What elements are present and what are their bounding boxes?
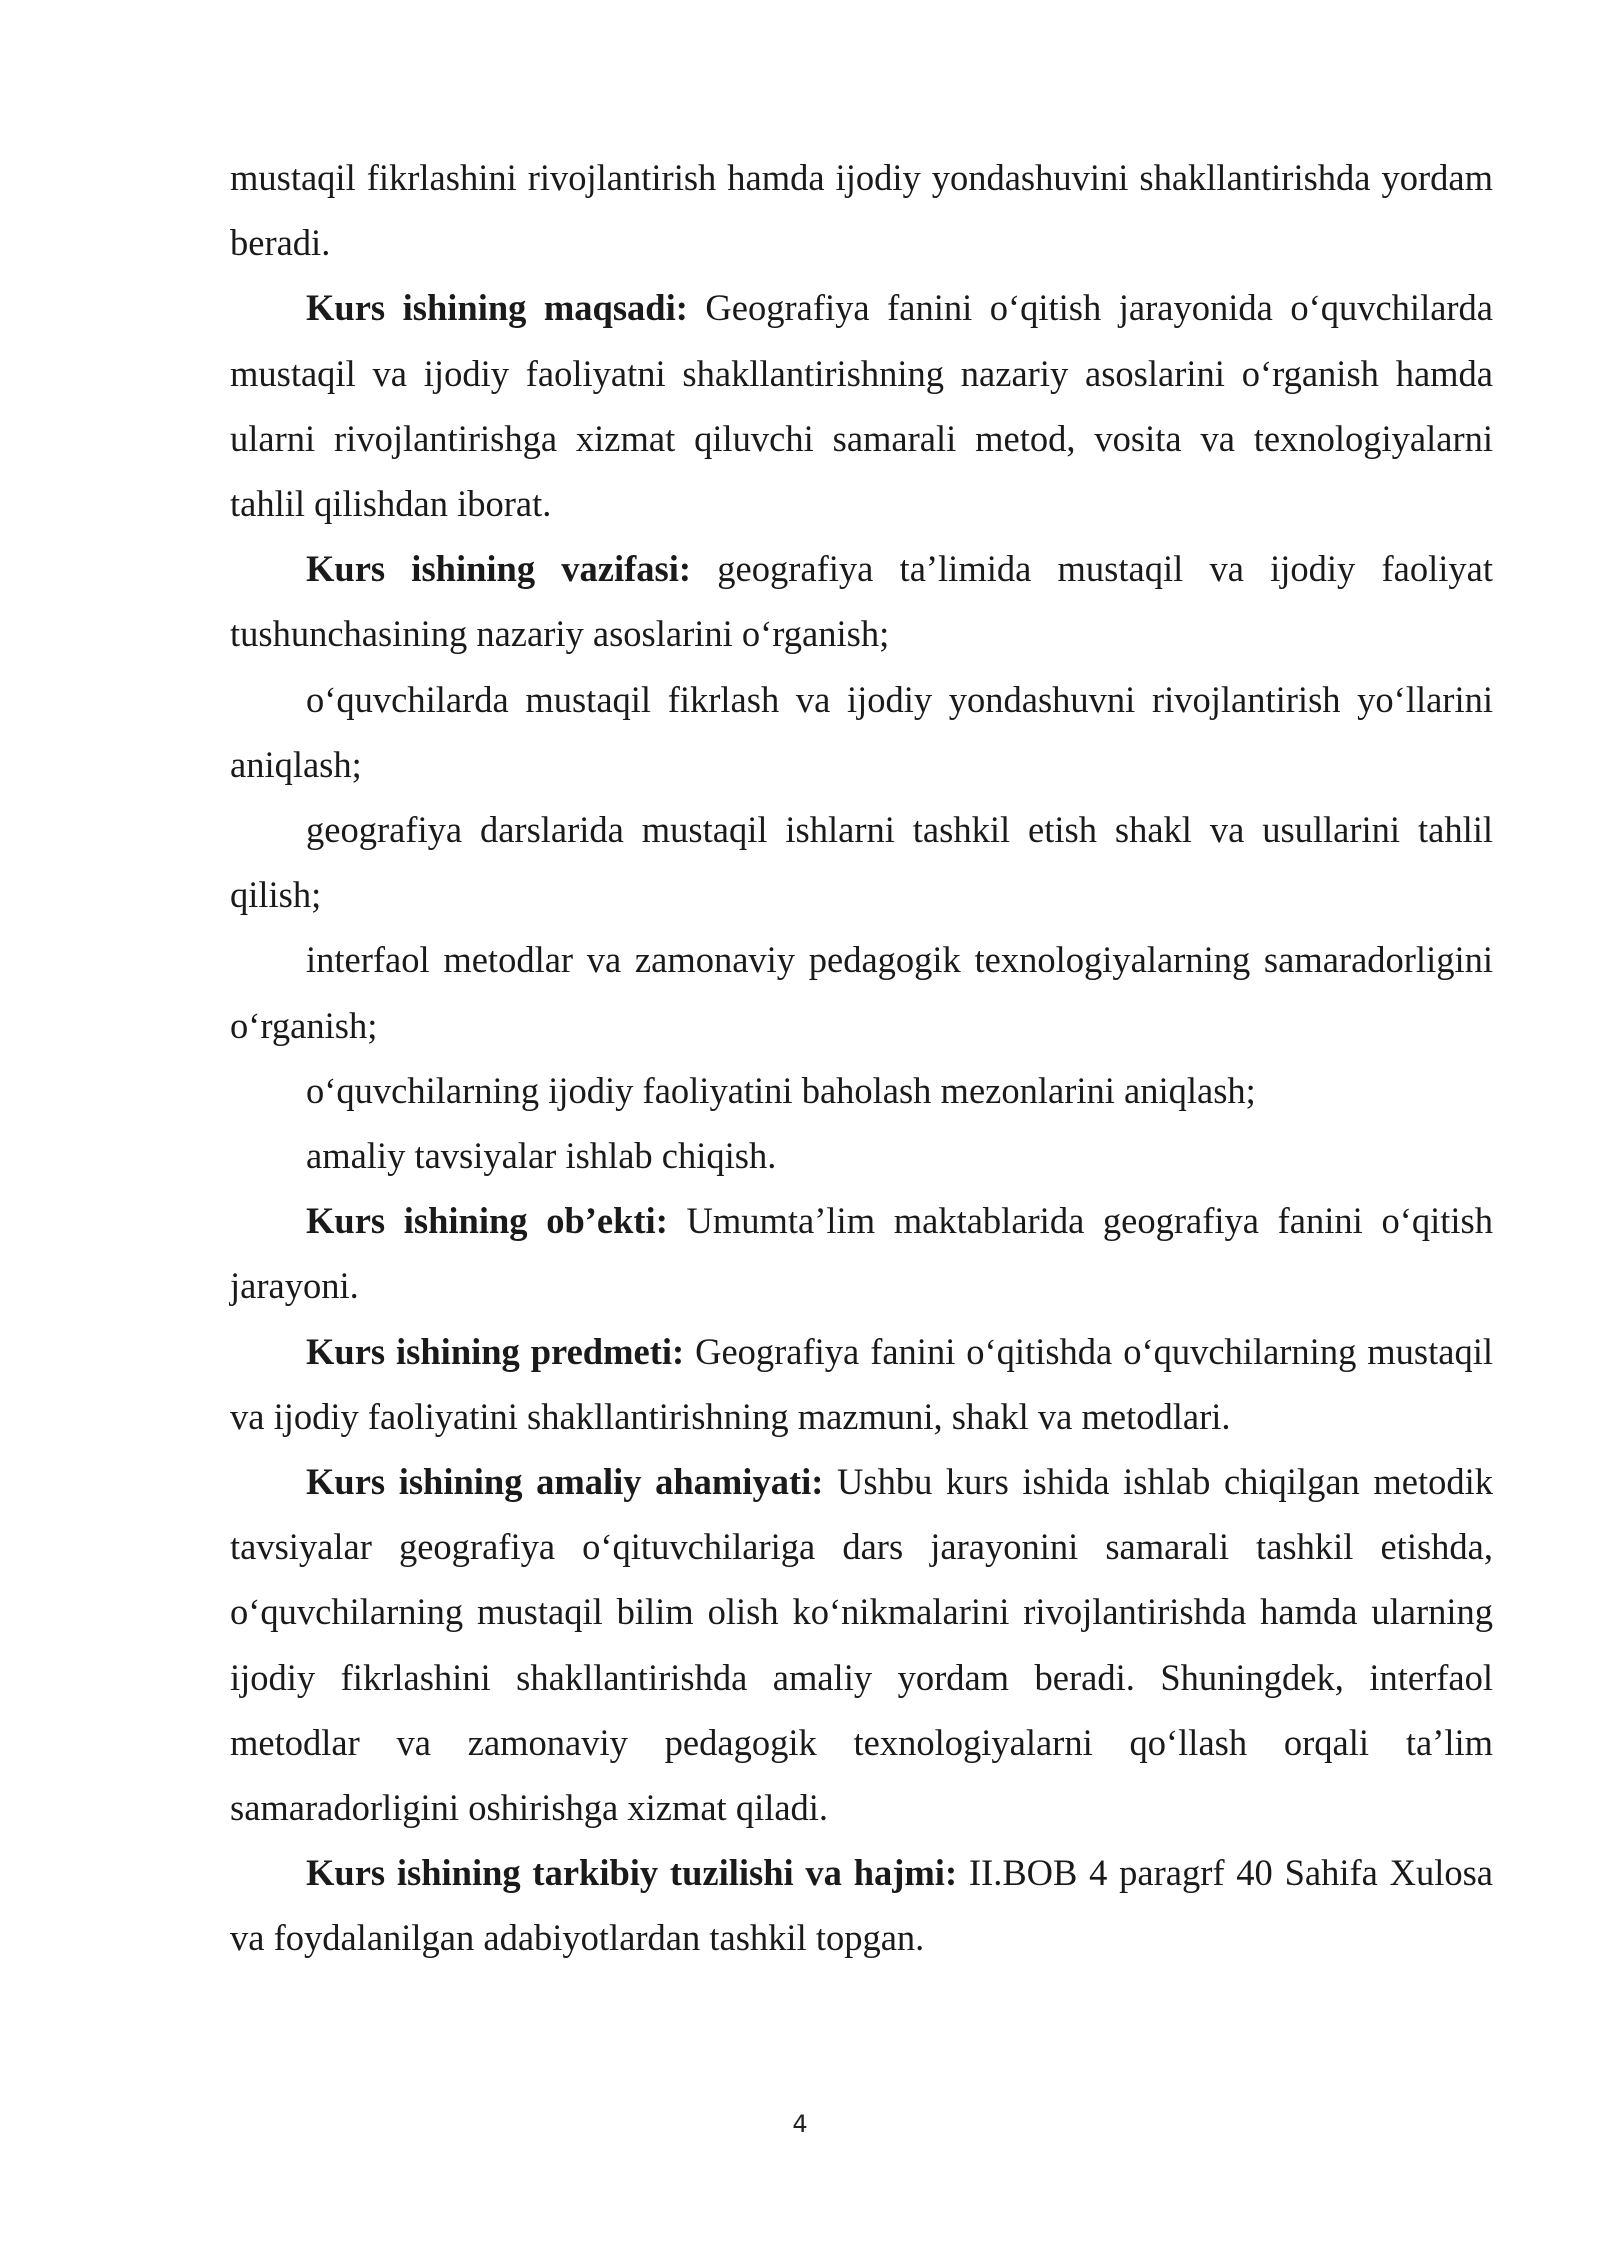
paragraph-text: amaliy tavsiyalar ishlab chiqish. [306, 1135, 777, 1177]
paragraph-vazifasi [230, 536, 1493, 666]
paragraph-task-item [230, 667, 1493, 797]
paragraph-text: interfaol metodlar va zamonaviy pedagogik texnologiyalarning samaradorligini o‘rganish; [230, 939, 1493, 1046]
paragraph-label: Kurs ishining predmeti: [306, 1330, 685, 1372]
paragraph-text: mustaqil fikrlashini rivojlantirish hamda ijodiy yondashuvini shakllantirishda yordam beradi. [230, 157, 1493, 264]
paragraph-text: geografiya ta’limida mustaqil va ijodiy faoliyat tushunchasining nazariy asoslarini o‘rganish; [230, 548, 1493, 655]
paragraph-tarkibiy-tuzilishi [230, 1840, 1493, 1970]
body-text [230, 145, 1493, 1971]
paragraph-label: Kurs ishining amaliy ahamiyati: [306, 1461, 824, 1503]
paragraph-task-item [230, 927, 1493, 1057]
paragraph-task-item [230, 1123, 1493, 1188]
paragraph-text: o‘quvchilarning ijodiy faoliyatini baholash mezonlarini aniqlash; [306, 1069, 1256, 1111]
paragraph-text: o‘quvchilarda mustaqil fikrlash va ijodiy yondashuvni rivojlantirish yo‘llarini aniqlash; [230, 678, 1493, 785]
paragraph-maqsadi [230, 275, 1493, 536]
paragraph-obekti [230, 1188, 1493, 1318]
paragraph-amaliy-ahamiyati [230, 1449, 1493, 1840]
paragraph-text: Ushbu kurs ishida ishlab chiqilgan metodik tavsiyalar geografiya o‘qituvchilariga dars jarayonini samarali tashkil etishda, o‘quvchilarning mustaqil bilim olish ko‘nikmalarini rivojlantirishda hamda ularning ijodiy fikrlashini shakllantirishda amaliy yordam beradi. Shuningdek, interfaol metodlar va zamonaviy pedagogik texnologiyalarni qo‘llash orqali ta’lim samaradorligini oshirishga xizmat qiladi. [230, 1461, 1493, 1829]
paragraph-label: Kurs ishining maqsadi: [306, 287, 688, 329]
paragraph-predmeti [230, 1319, 1493, 1449]
paragraph-text: Umumta’lim maktablarida geografiya fanini o‘qitish jarayoni. [230, 1200, 1493, 1307]
paragraph-text: Geografiya fanini o‘qitish jarayonida o‘quvchilarda mustaqil va ijodiy faoliyatni shakllantirishning nazariy asoslarini o‘rganish hamda ularni rivojlantirishga xizmat qiluvchi samarali metod, vosita va texnologiyalarni tahlil qilishdan iborat. [230, 287, 1494, 525]
paragraph-task-item [230, 797, 1493, 927]
paragraph-label: Kurs ishining tarkibiy tuzilishi va hajmi: [306, 1852, 958, 1894]
paragraph-intro-continuation [230, 145, 1493, 275]
paragraph-label: Kurs ishining vazifasi: [306, 548, 692, 590]
paragraph-text: Geografiya fanini o‘qitishda o‘quvchilarning mustaqil va ijodiy faoliyatini shakllantirishning mazmuni, shakl va metodlari. [230, 1330, 1493, 1437]
page-number: 4 [792, 2110, 808, 2138]
paragraph-task-item [230, 1058, 1493, 1123]
paragraph-text: II.BOB 4 paragrf 40 Sahifa Xulosa va foydalanilgan adabiyotlardan tashkil topgan. [230, 1852, 1493, 1959]
paragraph-text: geografiya darslarida mustaqil ishlarni tashkil etish shakl va usullarini tahlil qilish; [230, 809, 1493, 916]
paragraph-label: Kurs ishining ob’ekti: [306, 1200, 668, 1242]
